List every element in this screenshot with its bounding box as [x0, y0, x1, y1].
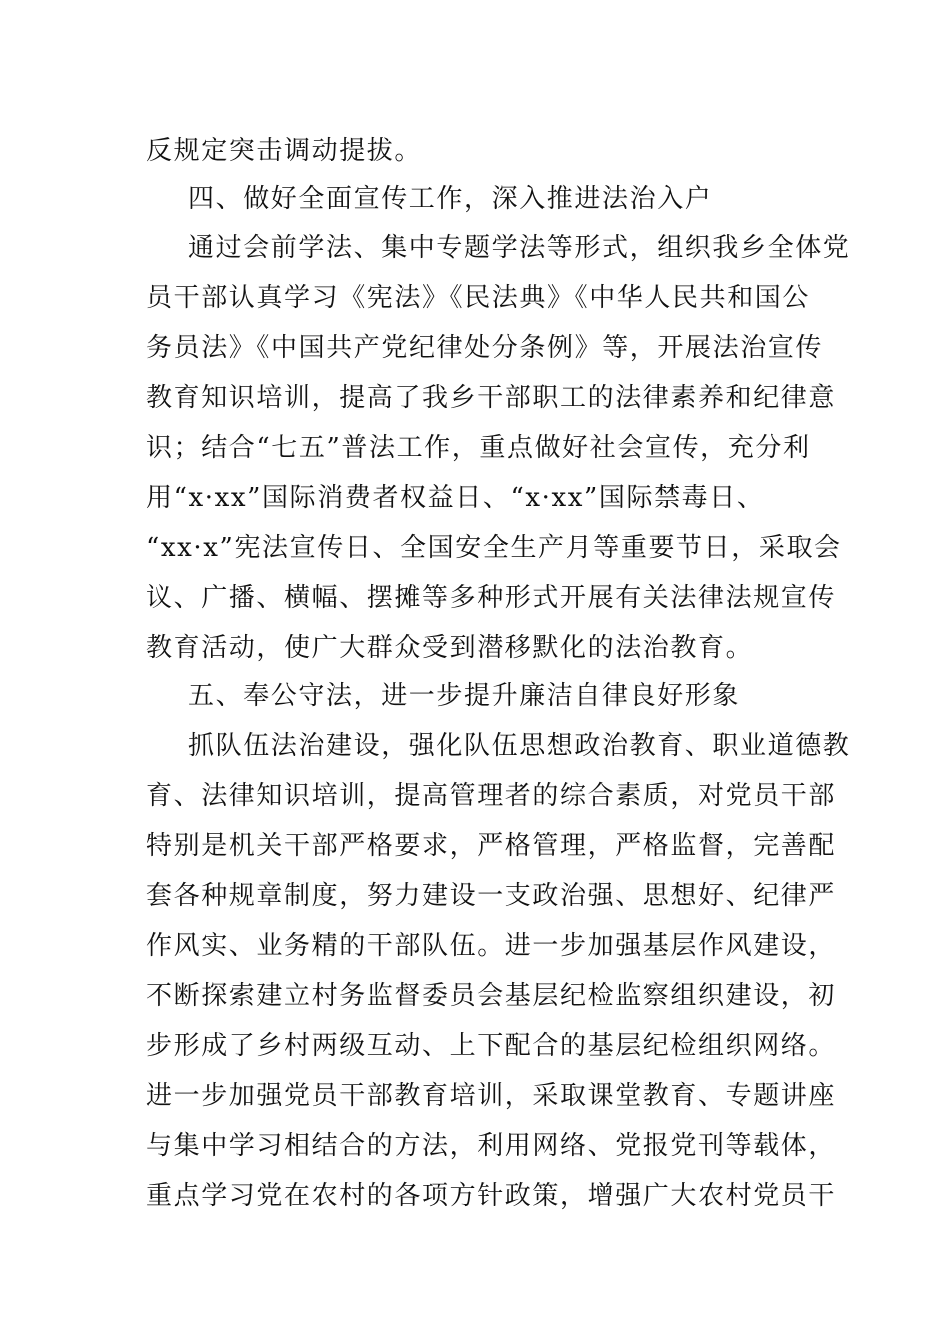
text-line-14: 育、法律知识培训，提高管理者的综合素质，对党员干部: [146, 781, 837, 811]
section-heading-5: 五、奉公守法，进一步提升廉洁自律良好形象: [188, 681, 741, 711]
text-line-8: 用“x·xx”国际消费者权益日、“x·xx”国际禁毒日、: [146, 483, 765, 513]
text-line-10: 议、广播、横幅、摆摊等多种形式开展有关法律法规宣传: [146, 583, 837, 613]
text-line-1: 反规定突击调动提拔。: [146, 136, 423, 166]
text-line-3: 通过会前学法、集中专题学法等形式，组织我乡全体党: [188, 233, 851, 263]
text-line-11: 教育活动，使广大群众受到潜移默化的法治教育。: [146, 633, 754, 663]
text-line-20: 进一步加强党员干部教育培训，采取课堂教育、专题讲座: [146, 1081, 837, 1111]
text-line-4: 员干部认真学习《宪法》《民法典》《中华人民共和国公: [146, 283, 811, 313]
text-line-17: 作风实、业务精的干部队伍。进一步加强基层作风建设，: [146, 931, 837, 961]
text-line-13: 抓队伍法治建设，强化队伍思想政治教育、职业道德教: [188, 731, 851, 761]
text-line-18: 不断探索建立村务监督委员会基层纪检监察组织建设，初: [146, 981, 837, 1011]
text-line-5: 务员法》《中国共产党纪律处分条例》等，开展法治宣传: [146, 333, 824, 363]
text-line-21: 与集中学习相结合的方法，利用网络、党报党刊等载体，: [146, 1131, 837, 1161]
text-line-22: 重点学习党在农村的各项方针政策，增强广大农村党员干: [146, 1181, 837, 1211]
text-line-16: 套各种规章制度，努力建设一支政治强、思想好、纪律严: [146, 881, 837, 911]
text-line-7: 识；结合“七五”普法工作，重点做好社会宣传，充分利: [146, 433, 811, 463]
text-line-6: 教育知识培训，提高了我乡干部职工的法律素养和纪律意: [146, 383, 837, 413]
text-line-15: 特别是机关干部严格要求，严格管理，严格监督，完善配: [146, 831, 837, 861]
section-heading-4: 四、做好全面宣传工作，深入推进法治入户: [188, 184, 713, 214]
text-line-9: “xx·x”宪法宣传日、全国安全生产月等重要节日，采取会: [146, 533, 842, 563]
text-line-19: 步形成了乡村两级互动、上下配合的基层纪检组织网络。: [146, 1031, 837, 1061]
